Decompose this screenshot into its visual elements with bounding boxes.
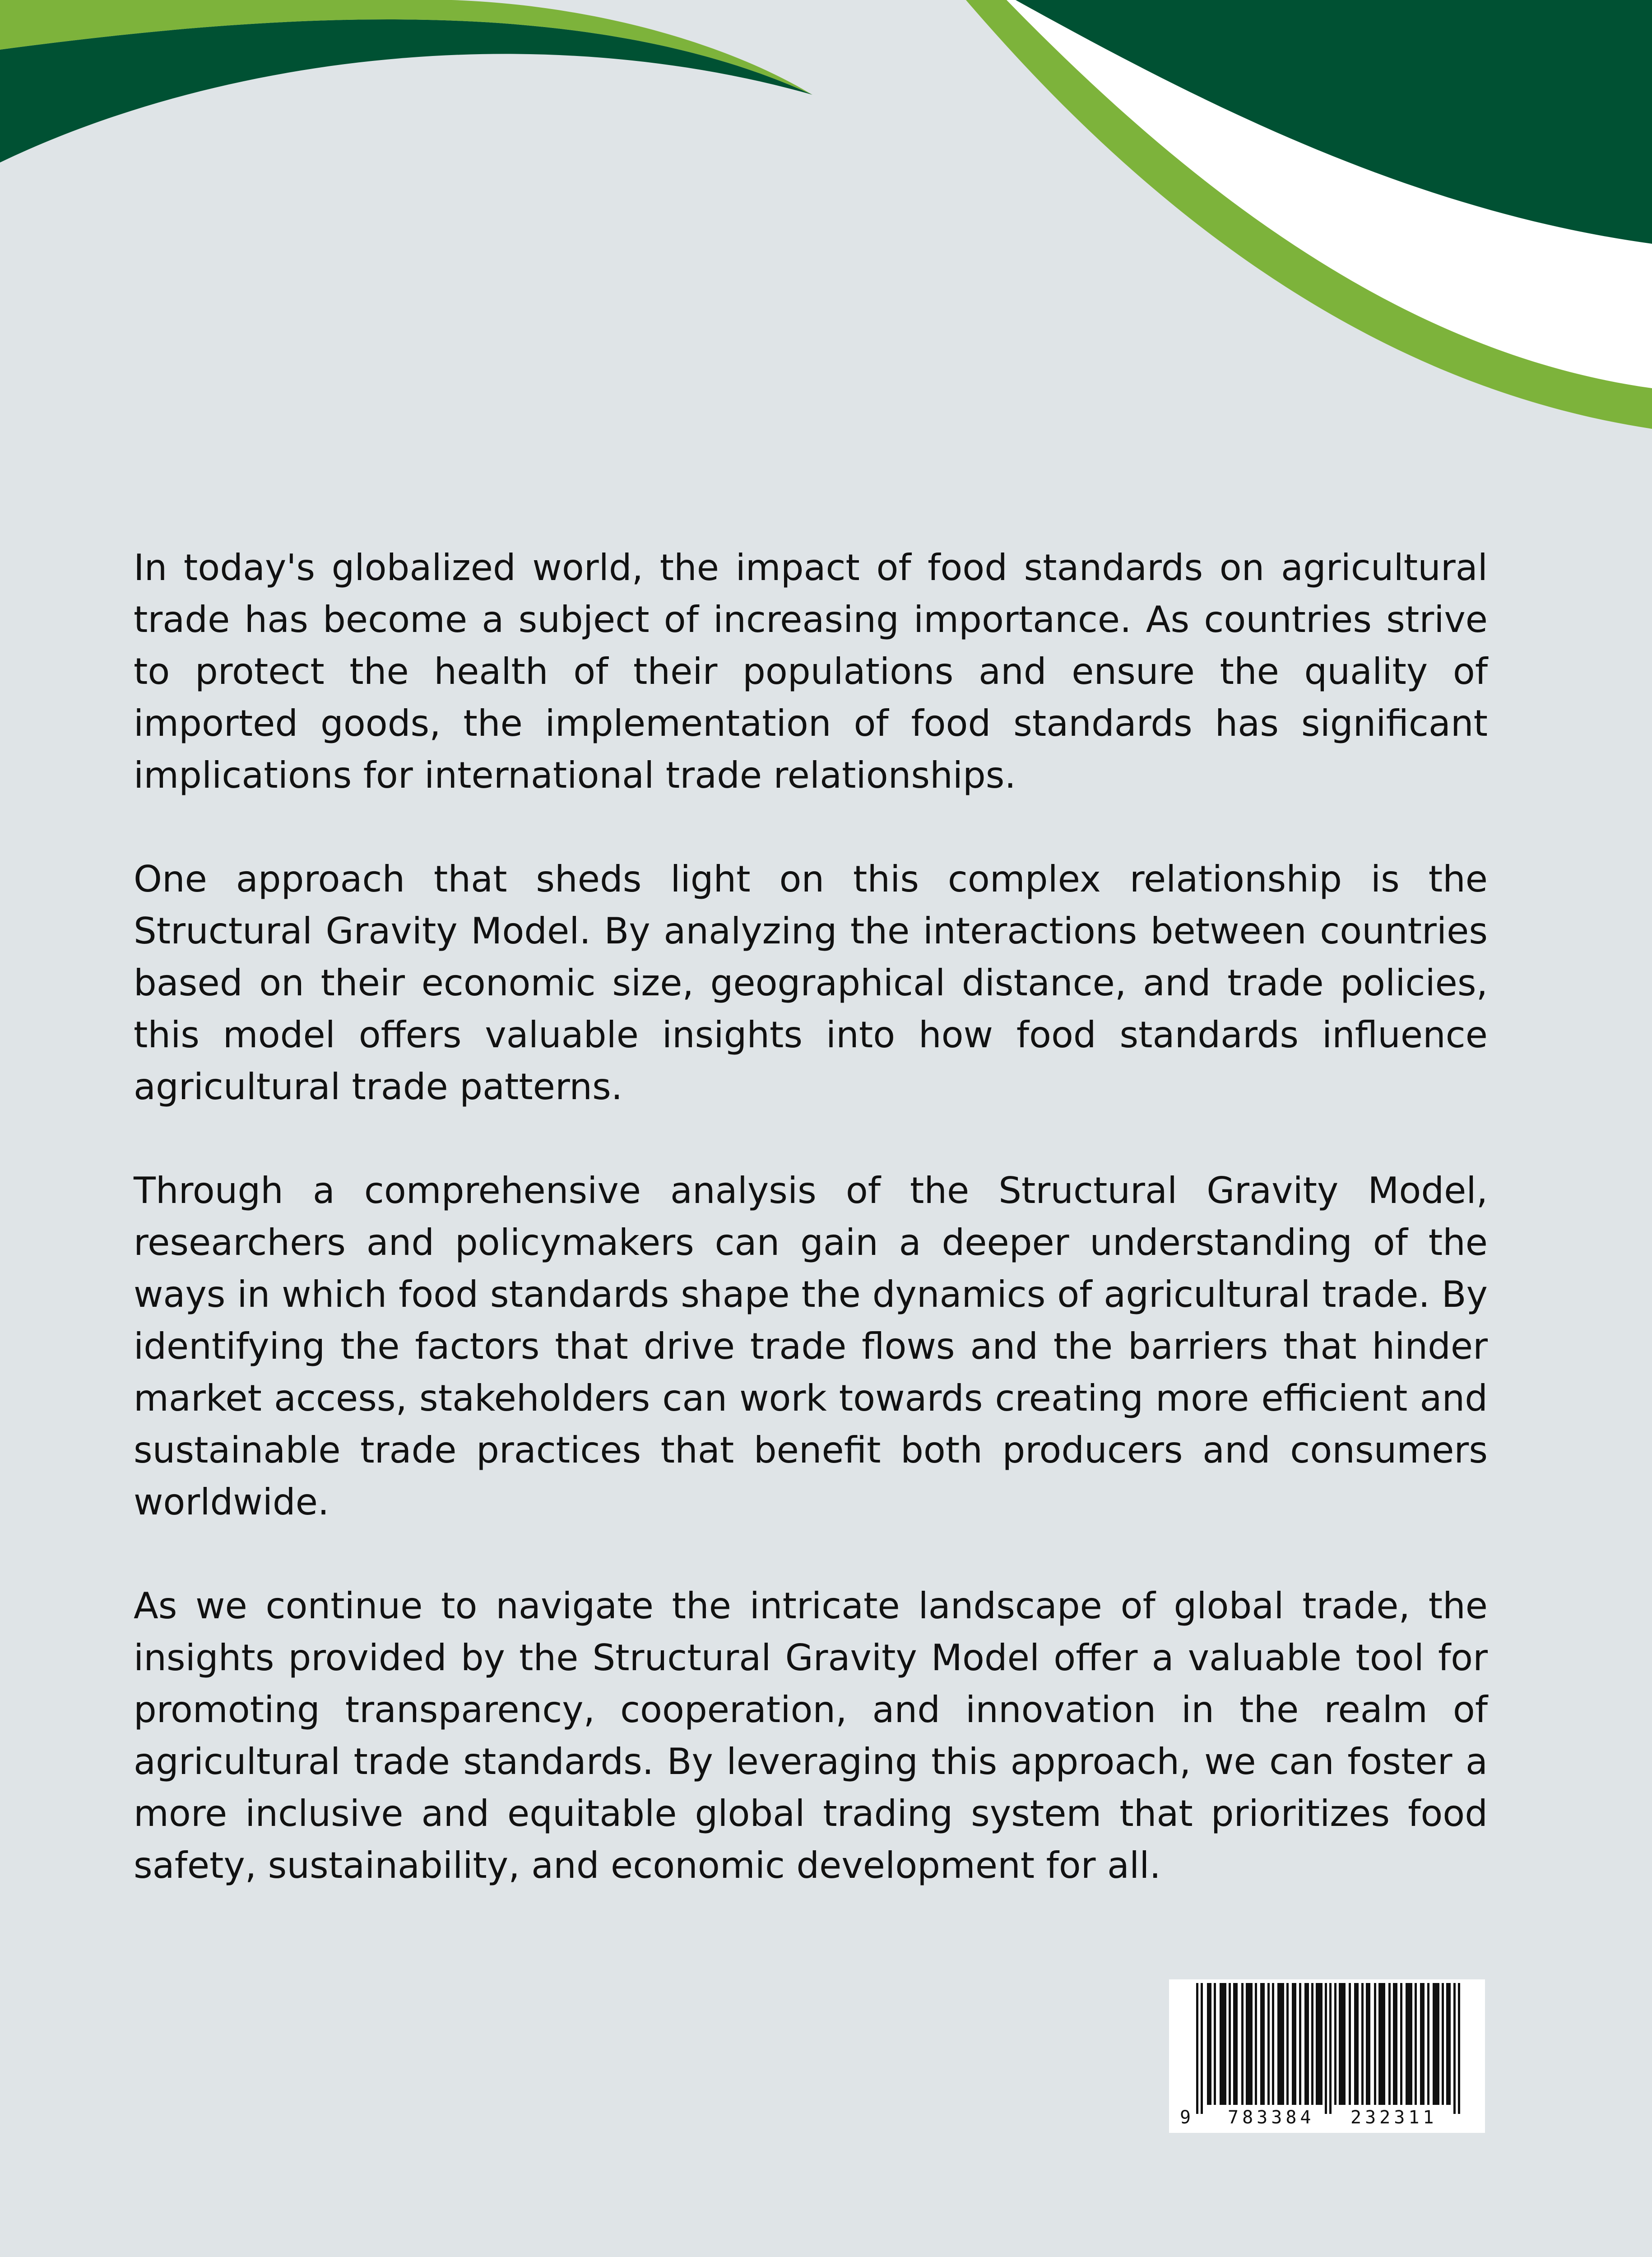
- decorative-wave-header: [0, 0, 1652, 433]
- barcode-left-digits: 783384: [1228, 2107, 1315, 2128]
- isbn-barcode: [1169, 1979, 1485, 2133]
- barcode-digits: [1178, 2107, 1476, 2128]
- back-cover-blurb: [134, 542, 1488, 1943]
- barcode-right-digits: 232311: [1350, 2107, 1438, 2128]
- blurb-paragraph: Through a comprehensive analysis of the Structural Gravity Model, researchers and policymakers can gain a deeper understanding of the ways in which food standards shape the dynamics of agricultural trade. By identifying the factors that drive trade flows and the barriers that hinder market access, stakeholders can work towards creating more efficient and sustainable trade practices that benefit both producers and consumers worldwide.: [134, 1170, 1488, 1523]
- blurb-paragraph: As we continue to navigate the intricate landscape of global trade, the insights provided by the Structural Gravity Model offer a valuable tool for promoting transparency, cooperation, and innovation in the realm of agricultural trade standards. By leveraging this approach, we can foster a more inclusive and equitable global trading system that prioritizes food safety, sustainability, and economic development for all.: [134, 1585, 1488, 1886]
- blurb-paragraph: One approach that sheds light on this complex relationship is the Structural Gravity Model. By analyzing the interactions between countries based on their economic size, geographical distance, and trade policies, this model offers valuable insights into how food standards influence agricultural trade patterns.: [134, 858, 1488, 1108]
- blurb-paragraph: In today's globalized world, the impact of food standards on agricultural trade has become a subject of increasing importance. As countries strive to protect the health of their populations and ensure the quality of imported goods, the implementation of food standards has significant implications for international trade relationships.: [134, 547, 1488, 796]
- barcode-lead-digit: 9: [1180, 2107, 1191, 2128]
